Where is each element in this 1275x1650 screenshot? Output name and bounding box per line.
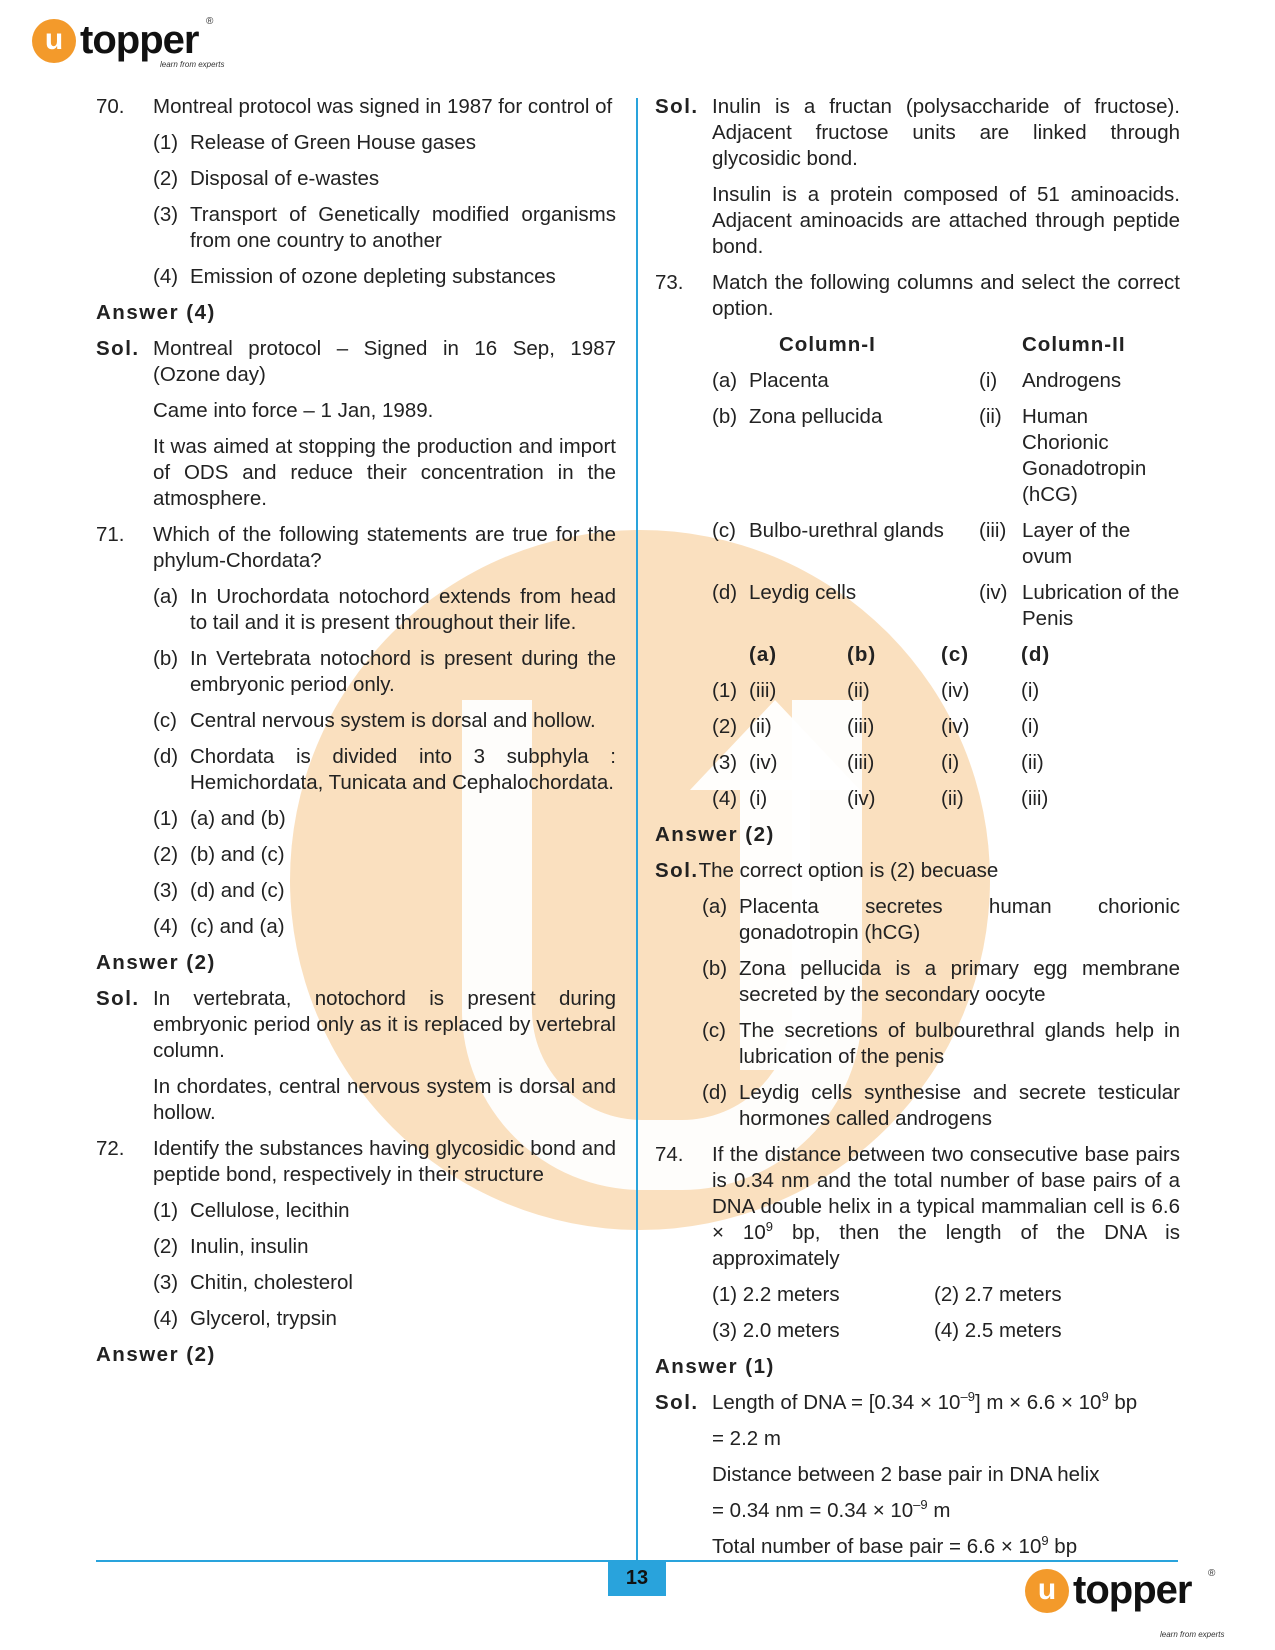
answer-72: Answer (2) xyxy=(96,1343,216,1366)
option xyxy=(153,130,616,156)
superscript: 9 xyxy=(765,1219,773,1235)
question-number: 73. xyxy=(655,271,684,294)
option-text: Cellulose, lecithin xyxy=(190,1199,350,1222)
registered-mark: ® xyxy=(1208,1568,1216,1579)
option-text: Inulin, insulin xyxy=(190,1235,309,1258)
logo-tagline: learn from experts xyxy=(1160,1630,1225,1639)
sol-label: Sol. xyxy=(96,987,140,1010)
option-number: (4) xyxy=(153,1307,179,1330)
sol-text: In vertebrata, notochord is present during embryonic period only as it is replaced by vertebral column. xyxy=(153,987,616,1062)
option-text: (c) and (a) xyxy=(190,915,285,938)
option-number: (3) xyxy=(153,1271,179,1294)
sol-point-letter: (b) xyxy=(702,957,728,980)
grid-header: (a) xyxy=(749,643,778,666)
option-number: (3) xyxy=(153,879,179,902)
right-column xyxy=(655,94,1180,1570)
option-text: Chitin, cholesterol xyxy=(190,1271,353,1294)
option-text: (b) and (c) xyxy=(190,843,285,866)
logo-u-icon: u xyxy=(1025,1569,1069,1613)
column-1-header: Column-I xyxy=(779,333,876,356)
superscript: 9 xyxy=(1041,1533,1049,1549)
question-70 xyxy=(96,94,616,120)
row-left: Zona pellucida xyxy=(749,405,883,428)
row-roman: (ii) xyxy=(979,405,1002,428)
statement-text: In Vertebrata notochord is present during the embryonic period only. xyxy=(190,647,616,696)
sol-part: bp xyxy=(1108,1391,1138,1414)
question-number: 74. xyxy=(655,1143,684,1166)
sol-part: Total number of base pair = 6.6 × 10 xyxy=(712,1535,1042,1558)
sol-part: ] m × 6.6 × 10 xyxy=(974,1391,1102,1414)
answer-74: Answer (1) xyxy=(655,1355,775,1378)
option xyxy=(153,878,616,904)
option-text: (a) and (b) xyxy=(190,807,286,830)
sol-text xyxy=(712,1390,1180,1416)
sol-label: Sol. xyxy=(655,1391,699,1414)
option-text: Release of Green House gases xyxy=(190,131,477,154)
grid-cell: (iv) xyxy=(941,679,970,702)
option xyxy=(153,842,616,868)
logo-text: topper xyxy=(1073,1568,1192,1612)
sol-point-text: Zona pellucida is a primary egg membrane secreted by the secondary oocyte xyxy=(739,957,1180,1006)
sol-text: In chordates, central nervous system is dorsal and hollow. xyxy=(153,1075,616,1124)
solution-71 xyxy=(96,986,616,1064)
row-left: Placenta xyxy=(749,369,829,392)
match-row xyxy=(712,518,1180,580)
sol-text: The correct option is (2) becuase xyxy=(698,859,999,882)
option xyxy=(934,1282,1156,1308)
grid-cell: (iv) xyxy=(941,715,970,738)
grid-cell: (ii) xyxy=(941,787,964,810)
sol-part: m xyxy=(927,1499,951,1522)
question-text: Match the following columns and select the correct option. xyxy=(712,271,1180,320)
superscript: –9 xyxy=(913,1497,928,1513)
grid-cell: (iii) xyxy=(847,715,875,738)
option-text: 2.7 meters xyxy=(964,1283,1062,1306)
option-number: (4) xyxy=(153,265,179,288)
sol-point xyxy=(702,894,1180,946)
row-letter: (a) xyxy=(712,369,738,392)
option xyxy=(153,1198,616,1224)
option xyxy=(153,806,616,832)
question-text-part: bp, then the length of the DNA is approximately xyxy=(712,1221,1180,1270)
question-text-part: If the distance between two consecutive base pairs is 0.34 nm and the total number of base pairs of a DNA double helix in a typical mammalian cell is 6.6 × 10 xyxy=(712,1143,1180,1244)
sol-point-letter: (a) xyxy=(702,895,728,918)
statement-text: Chordata is divided into 3 subphyla : Hemichordata, Tunicata and Cephalochordata. xyxy=(190,745,616,794)
sol-label: Sol. xyxy=(655,95,699,118)
statement-letter: (c) xyxy=(153,709,177,732)
option xyxy=(712,1318,934,1344)
row-roman: (i) xyxy=(979,369,998,392)
option-text: Glycerol, trypsin xyxy=(190,1307,337,1330)
option xyxy=(153,264,616,290)
option-text: 2.0 meters xyxy=(742,1319,840,1342)
statement-letter: (d) xyxy=(153,745,179,768)
logo-u-icon: u xyxy=(32,19,76,63)
sol-text: Inulin is a fructan (polysaccharide of fructose). Adjacent fructose units are linked through glycosidic bond. xyxy=(712,95,1180,170)
option xyxy=(153,1270,616,1296)
sol-part: = 0.34 nm = 0.34 × 10 xyxy=(712,1499,914,1522)
question-73 xyxy=(655,270,1180,322)
option-number: (4) xyxy=(153,915,179,938)
grid-header: (d) xyxy=(1021,643,1051,666)
option-text: 2.2 meters xyxy=(742,1283,840,1306)
header-logo xyxy=(32,18,198,63)
answer-71: Answer (2) xyxy=(96,951,216,974)
question-74 xyxy=(655,1142,1180,1272)
match-row xyxy=(712,404,1180,518)
superscript: 9 xyxy=(1101,1389,1109,1405)
grid-header: (c) xyxy=(941,643,970,666)
question-text: Montreal protocol was signed in 1987 for control of xyxy=(153,95,613,118)
option-number: (1) xyxy=(712,1283,738,1306)
options-grid xyxy=(712,642,1180,822)
row-right: Human Chorionic Gonadotropin (hCG) xyxy=(1022,405,1147,506)
sol-text: Distance between 2 base pair in DNA helix xyxy=(712,1463,1100,1486)
question-number: 70. xyxy=(96,95,125,118)
option xyxy=(153,1306,616,1332)
row-left: Bulbo-urethral glands xyxy=(749,519,944,542)
grid-cell: (i) xyxy=(749,787,768,810)
question-71 xyxy=(96,522,616,574)
statement-text: In Urochordata notochord extends from head to tail and it is present throughout their life. xyxy=(190,585,616,634)
option xyxy=(712,1282,934,1308)
grid-cell: (ii) xyxy=(749,715,772,738)
row-letter: (d) xyxy=(712,581,738,604)
answer-73: Answer (2) xyxy=(655,823,775,846)
match-row xyxy=(712,580,1180,642)
sol-text: = 2.2 m xyxy=(712,1427,781,1450)
statement-letter: (a) xyxy=(153,585,179,608)
options-row xyxy=(712,1318,1180,1344)
sol-point xyxy=(702,1080,1180,1132)
grid-cell: (iv) xyxy=(847,787,876,810)
option-number: (2) xyxy=(153,843,179,866)
sol-point-text: Leydig cells synthesise and secrete testicular hormones called androgens xyxy=(739,1081,1180,1130)
solution-73 xyxy=(655,858,1180,884)
statement xyxy=(153,646,616,698)
sol-text: Insulin is a protein composed of 51 aminoacids. Adjacent aminoacids are attached through peptide bond. xyxy=(712,183,1180,258)
option xyxy=(934,1318,1156,1344)
statement xyxy=(153,744,616,796)
options-row xyxy=(712,1282,1180,1308)
row-letter: (c) xyxy=(712,519,736,542)
option-number: (4) xyxy=(934,1319,960,1342)
grid-option-number: (2) xyxy=(712,715,738,738)
row-right: Androgens xyxy=(1022,369,1122,392)
sol-point-text: Placenta secretes human chorionic gonadotropin (hCG) xyxy=(739,895,1180,944)
solution-72 xyxy=(655,94,1180,172)
column-2-header: Column-II xyxy=(1022,333,1126,356)
sol-part: bp xyxy=(1048,1535,1078,1558)
row-roman: (iii) xyxy=(979,519,1007,542)
grid-cell: (i) xyxy=(1021,679,1040,702)
match-row xyxy=(712,368,1180,404)
statement-letter: (b) xyxy=(153,647,179,670)
option-text: Disposal of e-wastes xyxy=(190,167,380,190)
row-left: Leydig cells xyxy=(749,581,857,604)
option-text: 2.5 meters xyxy=(964,1319,1062,1342)
sol-text xyxy=(712,1534,1180,1560)
grid-option-number: (1) xyxy=(712,679,738,702)
footer-logo xyxy=(1025,1568,1191,1613)
grid-cell: (iii) xyxy=(847,751,875,774)
sol-point xyxy=(702,1018,1180,1070)
sol-part: Length of DNA = [0.34 × 10 xyxy=(712,1391,961,1414)
logo-text: topper xyxy=(80,18,199,62)
solution-74 xyxy=(655,1390,1180,1416)
grid-option-number: (3) xyxy=(712,751,738,774)
question-number: 71. xyxy=(96,523,125,546)
question-text: Which of the following statements are true for the phylum-Chordata? xyxy=(153,523,616,572)
option-number: (1) xyxy=(153,131,179,154)
question-72 xyxy=(96,1136,616,1188)
question-number: 72. xyxy=(96,1137,125,1160)
statement xyxy=(153,708,616,734)
option-text: Transport of Genetically modified organisms from one country to another xyxy=(190,203,616,252)
grid-header: (b) xyxy=(847,643,877,666)
grid-cell: (ii) xyxy=(1021,751,1044,774)
option-number: (3) xyxy=(712,1319,738,1342)
sol-text: It was aimed at stopping the production and import of ODS and reduce their concentration in the atmosphere. xyxy=(153,435,616,510)
superscript: –9 xyxy=(960,1389,975,1405)
row-right: Layer of the ovum xyxy=(1022,519,1131,568)
logo-tagline: learn from experts xyxy=(160,60,225,69)
option xyxy=(153,202,616,254)
option xyxy=(153,1234,616,1260)
grid-cell: (ii) xyxy=(847,679,870,702)
option-number: (1) xyxy=(153,1199,179,1222)
column-divider xyxy=(636,98,638,1572)
page-number: 13 xyxy=(608,1560,666,1596)
row-letter: (b) xyxy=(712,405,738,428)
grid-cell: (iii) xyxy=(749,679,777,702)
grid-cell: (i) xyxy=(1021,715,1040,738)
registered-mark: ® xyxy=(206,16,214,27)
match-table xyxy=(712,332,1180,642)
statement-text: Central nervous system is dorsal and hollow. xyxy=(190,709,596,732)
option-number: (2) xyxy=(153,167,179,190)
grid-option-number: (4) xyxy=(712,787,738,810)
sol-text: Montreal protocol – Signed in 16 Sep, 1987 (Ozone day) xyxy=(153,337,616,386)
answer-70: Answer (4) xyxy=(96,301,216,324)
sol-label: Sol. xyxy=(96,337,140,360)
sol-point-text: The secretions of bulbourethral glands help in lubrication of the penis xyxy=(739,1019,1180,1068)
sol-point-letter: (d) xyxy=(702,1081,728,1104)
row-roman: (iv) xyxy=(979,581,1008,604)
option-text: Emission of ozone depleting substances xyxy=(190,265,556,288)
solution-70 xyxy=(96,336,616,388)
sol-text: Came into force – 1 Jan, 1989. xyxy=(153,399,434,422)
question-text: Identify the substances having glycosidic bond and peptide bond, respectively in their structure xyxy=(153,1137,616,1186)
sol-point-letter: (c) xyxy=(702,1019,726,1042)
question-text xyxy=(712,1142,1180,1272)
sol-label: Sol. xyxy=(655,859,699,882)
sol-text xyxy=(712,1498,1180,1524)
option xyxy=(153,914,616,940)
row-right: Lubrication of the Penis xyxy=(1022,581,1180,630)
grid-cell: (iv) xyxy=(749,751,778,774)
option-number: (3) xyxy=(153,203,179,226)
grid-cell: (i) xyxy=(941,751,960,774)
option-number: (1) xyxy=(153,807,179,830)
option-number: (2) xyxy=(934,1283,960,1306)
option-text: (d) and (c) xyxy=(190,879,285,902)
option xyxy=(153,166,616,192)
left-column xyxy=(96,94,616,1378)
sol-point xyxy=(702,956,1180,1008)
statement xyxy=(153,584,616,636)
grid-cell: (iii) xyxy=(1021,787,1049,810)
option-number: (2) xyxy=(153,1235,179,1258)
